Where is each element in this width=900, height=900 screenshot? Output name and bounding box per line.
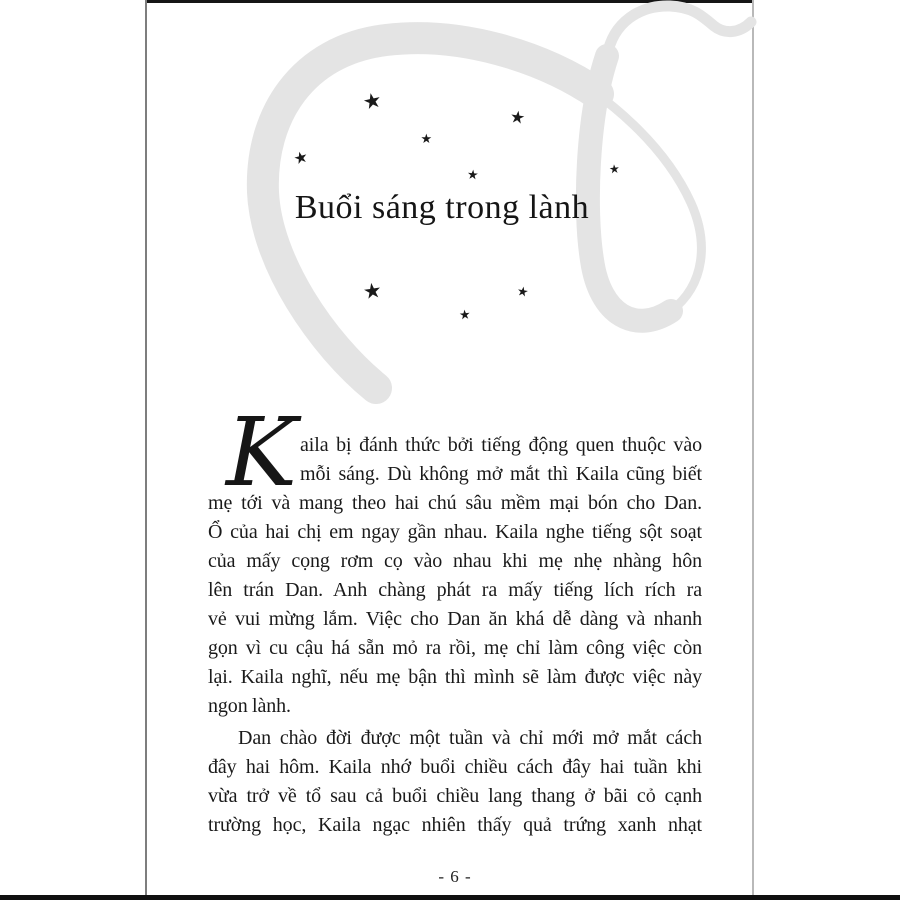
star-icon: ★ bbox=[360, 278, 383, 305]
star-icon: ★ bbox=[515, 282, 530, 300]
star-icon: ★ bbox=[608, 161, 621, 177]
paragraph-2 bbox=[208, 724, 702, 840]
text-line: vẻ vui mừng lắm. Việc cho Dan ăn khá dễ dàng và nhanh bbox=[208, 608, 702, 630]
star-icon: ★ bbox=[508, 106, 526, 128]
drop-cap: K bbox=[226, 398, 297, 508]
text-line: lên trán Dan. Anh chàng phát ra mấy tiếng lích rích ra bbox=[208, 579, 702, 601]
page-edge-bottom bbox=[0, 895, 900, 900]
ribbon-top-curl bbox=[607, 6, 751, 56]
paragraph-1 bbox=[208, 431, 702, 721]
text-line: đây hai hôm. Kaila nhớ buổi chiều cách đây hai tuần khi bbox=[208, 756, 702, 778]
text-line: ngon lành. bbox=[208, 695, 291, 717]
text-line: Dan chào đời được một tuần và chỉ mới mở mắt cách bbox=[238, 727, 702, 749]
chapter-title: Buổi sáng trong lành bbox=[294, 189, 590, 226]
page-edge-left bbox=[145, 0, 147, 895]
text-line: mẹ tới và mang theo hai chú sâu mềm mại bón cho Dan. bbox=[208, 492, 702, 514]
text-line: Ổ của hai chị em ngay gần nhau. Kaila nghe tiếng sột soạt bbox=[208, 521, 702, 543]
star-icon: ★ bbox=[360, 87, 384, 116]
text-line: gọn vì cu cậu há sẵn mỏ ra rồi, mẹ chỉ làm công việc còn bbox=[208, 637, 702, 659]
page-edge-top bbox=[146, 0, 753, 3]
page-number: - 6 - bbox=[438, 867, 472, 886]
text-line: vừa trở về tổ sau cả buổi chiều lang thang ở bãi cỏ cạnh bbox=[208, 785, 702, 807]
star-icon: ★ bbox=[291, 148, 311, 169]
text-line: của mấy cọng rơm cọ vào nhau khi mẹ nhẹ nhàng hôn bbox=[208, 550, 702, 572]
text-line: lại. Kaila nghĩ, nếu mẹ bận thì mình sẽ làm được việc này bbox=[208, 666, 702, 688]
text-line: trường học, Kaila ngạc nhiên thấy quả trứng xanh nhạt bbox=[208, 814, 702, 836]
text-line: aila bị đánh thức bởi tiếng động quen thuộc vào bbox=[300, 434, 702, 456]
star-icon: ★ bbox=[457, 306, 471, 323]
star-icon: ★ bbox=[420, 130, 433, 146]
text-line: mỗi sáng. Dù không mở mắt thì Kaila cũng biết bbox=[300, 463, 702, 485]
page-edge-right bbox=[752, 0, 754, 895]
star-icon: ★ bbox=[465, 166, 479, 183]
